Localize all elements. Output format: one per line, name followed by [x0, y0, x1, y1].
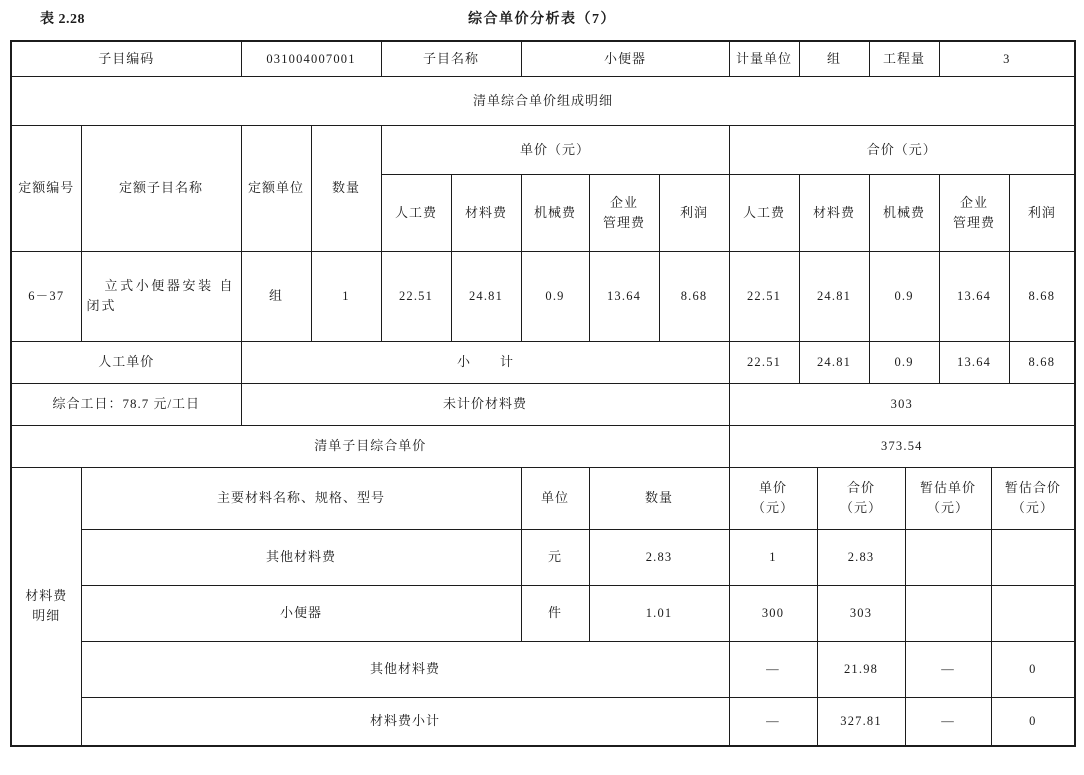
- material-unit-price: 300: [729, 585, 817, 641]
- unpriced-material-row: [11, 383, 1075, 425]
- material-row: [11, 529, 1075, 585]
- unpriced-material-label: 未计价材料费: [241, 383, 729, 425]
- subtotal-profit: 8.68: [1009, 341, 1075, 383]
- total-price-machinery: 0.9: [869, 251, 939, 341]
- unpriced-material-value: 303: [729, 383, 1075, 425]
- unit-price-labor: 22.51: [381, 251, 451, 341]
- material-subtotal-row: [11, 697, 1075, 746]
- quota-no: 6－37: [11, 251, 81, 341]
- material-quantity-header: 数量: [589, 467, 729, 529]
- unit-price-analysis-table: [10, 40, 1076, 747]
- total-price-profit-header: 利润: [1009, 174, 1075, 251]
- subtotal-row: [11, 341, 1075, 383]
- measure-unit-label: 计量单位: [729, 41, 799, 76]
- unit-price-management: 13.64: [589, 251, 659, 341]
- unit-price-material-header: 材料费: [451, 174, 521, 251]
- material-est-total-price: [991, 585, 1075, 641]
- total-price-management-header: 企业 管理费: [939, 174, 1009, 251]
- composition-section-row: [11, 76, 1075, 125]
- composition-section-title: 清单综合单价组成明细: [11, 76, 1075, 125]
- unit-price-profit: 8.68: [659, 251, 729, 341]
- subtotal-labor: 22.51: [729, 341, 799, 383]
- work-quantity-label: 工程量: [869, 41, 939, 76]
- unit-price-group-header: 单价（元）: [381, 125, 729, 174]
- item-info-row: [11, 41, 1075, 76]
- material-unit-header: 单位: [521, 467, 589, 529]
- subtotal-material: 24.81: [799, 341, 869, 383]
- table-number: 表 2.28: [40, 12, 85, 27]
- item-code-value: 031004007001: [241, 41, 381, 76]
- material-est-total-price-header: 暂估合价 （元）: [991, 467, 1075, 529]
- quota-name-header: 定额子目名称: [81, 125, 241, 251]
- quota-unit: 组: [241, 251, 311, 341]
- labor-unit-price-label: 人工单价: [11, 341, 241, 383]
- material-total-price: 2.83: [817, 529, 905, 585]
- material-quantity: 2.83: [589, 529, 729, 585]
- subtotal-management: 13.64: [939, 341, 1009, 383]
- table-title: 综合单价分析表（7）: [468, 12, 616, 27]
- material-subtotal-est-unit-price: —: [905, 697, 991, 746]
- total-price-group-header: 合价（元）: [729, 125, 1075, 174]
- material-est-unit-price: [905, 529, 991, 585]
- material-subtotal-label: 材料费小计: [81, 697, 729, 746]
- work-quantity-value: 3: [939, 41, 1075, 76]
- other-material-label: 其他材料费: [81, 641, 729, 697]
- unit-price-profit-header: 利润: [659, 174, 729, 251]
- unit-price-labor-header: 人工费: [381, 174, 451, 251]
- material-est-unit-price-header: 暂估单价 （元）: [905, 467, 991, 529]
- material-est-unit-price: [905, 585, 991, 641]
- other-material-row: [11, 641, 1075, 697]
- total-price-management: 13.64: [939, 251, 1009, 341]
- unit-price-machinery: 0.9: [521, 251, 589, 341]
- other-material-unit-price: —: [729, 641, 817, 697]
- composite-unit-price-label: 清单子目综合单价: [11, 425, 729, 467]
- material-total-price-header: 合价 （元）: [817, 467, 905, 529]
- composite-unit-price-value: 373.54: [729, 425, 1075, 467]
- unit-price-management-header: 企业 管理费: [589, 174, 659, 251]
- material-name-header: 主要材料名称、规格、型号: [81, 467, 521, 529]
- item-name-label: 子目名称: [381, 41, 521, 76]
- material-detail-label: 材料费 明细: [11, 467, 81, 746]
- quota-row: [11, 251, 1075, 341]
- item-code-label: 子目编码: [11, 41, 241, 76]
- unit-price-material: 24.81: [451, 251, 521, 341]
- total-price-material: 24.81: [799, 251, 869, 341]
- material-unit-price: 1: [729, 529, 817, 585]
- composition-header-row: [11, 125, 1075, 174]
- material-header-row: [11, 467, 1075, 529]
- material-unit-price-header: 单价 （元）: [729, 467, 817, 529]
- composite-unit-price-row: [11, 425, 1075, 467]
- material-subtotal-total-price: 327.81: [817, 697, 905, 746]
- material-subtotal-est-total-price: 0: [991, 697, 1075, 746]
- unit-price-machinery-header: 机械费: [521, 174, 589, 251]
- quota-quantity-header: 数量: [311, 125, 381, 251]
- subtotal-machinery: 0.9: [869, 341, 939, 383]
- total-price-profit: 8.68: [1009, 251, 1075, 341]
- quota-quantity: 1: [311, 251, 381, 341]
- other-material-est-unit-price: —: [905, 641, 991, 697]
- material-name: 其他材料费: [81, 529, 521, 585]
- material-subtotal-unit-price: —: [729, 697, 817, 746]
- material-unit: 元: [521, 529, 589, 585]
- measure-unit-value: 组: [799, 41, 869, 76]
- total-price-machinery-header: 机械费: [869, 174, 939, 251]
- quota-name: 立式小便器安装 自闭式: [81, 251, 241, 341]
- quota-unit-header: 定额单位: [241, 125, 311, 251]
- material-row: [11, 585, 1075, 641]
- material-est-total-price: [991, 529, 1075, 585]
- item-name-value: 小便器: [521, 41, 729, 76]
- material-unit: 件: [521, 585, 589, 641]
- labor-day-rate: 综合工日：78.7 元/工日: [11, 383, 241, 425]
- subtotal-label: 小计: [241, 341, 729, 383]
- total-price-material-header: 材料费: [799, 174, 869, 251]
- material-quantity: 1.01: [589, 585, 729, 641]
- total-price-labor: 22.51: [729, 251, 799, 341]
- total-price-labor-header: 人工费: [729, 174, 799, 251]
- material-name: 小便器: [81, 585, 521, 641]
- other-material-est-total-price: 0: [991, 641, 1075, 697]
- material-total-price: 303: [817, 585, 905, 641]
- quota-no-header: 定额编号: [11, 125, 81, 251]
- other-material-total-price: 21.98: [817, 641, 905, 697]
